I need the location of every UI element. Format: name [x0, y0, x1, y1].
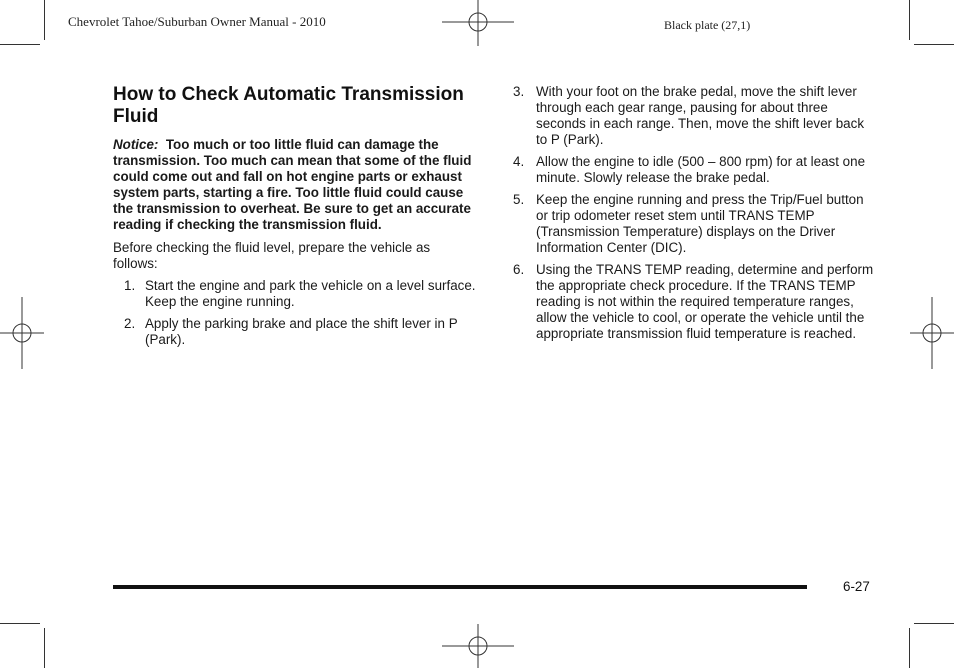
step-text: Apply the parking brake and place the shift lever in P (Park).: [145, 316, 458, 347]
list-item: [513, 192, 875, 256]
list-item: [513, 154, 875, 186]
crop-mark: [0, 44, 40, 45]
step-number: 5.: [513, 192, 525, 207]
footer-rule: [113, 585, 807, 589]
step-number: 6.: [513, 262, 525, 277]
crop-mark: [0, 623, 40, 624]
intro-paragraph: Before checking the fluid level, prepare the vehicle as follows:: [113, 240, 431, 271]
step-number: 2.: [124, 316, 136, 331]
page-number: 6-27: [843, 579, 870, 594]
steps-list-left: [113, 278, 478, 348]
list-item: [513, 262, 875, 342]
step-text: With your foot on the brake pedal, move the shift lever through each gear range, pausing for about three seconds in each range. Then, move the shift lever back to P (Park).: [536, 84, 865, 147]
plate-label: Black plate (27,1): [664, 18, 751, 32]
crop-mark: [909, 628, 910, 668]
registration-mark-left: [0, 297, 44, 369]
step-number: 1.: [124, 278, 136, 293]
notice-label: Notice:: [113, 137, 159, 152]
notice-paragraph: [113, 137, 478, 233]
step-number: 3.: [513, 84, 525, 99]
running-header: Chevrolet Tahoe/Suburban Owner Manual - 2010: [68, 14, 326, 29]
crop-mark: [44, 628, 45, 668]
step-text: Start the engine and park the vehicle on a level surface. Keep the engine running.: [145, 278, 476, 309]
section-title: How to Check Automatic Transmission Fluid: [113, 84, 464, 127]
notice-text: Too much or too little fluid can damage the transmission. Too much can mean that some of the fluid could come out and fall on hot engine parts or exhaust system parts, starting a fire. Too little fluid could cause the transmission to overheat. Be sure to get an accurate reading if checking the transmission fluid.: [113, 137, 472, 232]
right-column: [513, 84, 875, 348]
crop-mark: [909, 0, 910, 40]
step-text: Keep the engine running and press the Trip/Fuel button or trip odometer reset stem until TRANS TEMP (Transmission Temperature) displays on the Driver Information Center (DIC).: [536, 192, 864, 255]
steps-list-right: [513, 84, 875, 342]
registration-mark-top: [442, 0, 514, 46]
registration-mark-right: [910, 297, 954, 369]
crop-mark: [914, 44, 954, 45]
list-item: [113, 278, 478, 310]
step-text: Allow the engine to idle (500 – 800 rpm) for at least one minute. Slowly release the brake pedal.: [536, 154, 866, 185]
left-column: [113, 84, 478, 354]
list-item: [113, 316, 478, 348]
registration-mark-bottom: [442, 624, 514, 668]
step-text: Using the TRANS TEMP reading, determine and perform the appropriate check procedure. If the TRANS TEMP reading is not within the required temperature ranges, allow the vehicle to cool, or operate the vehicle until the appropriate transmission fluid temperature is reached.: [536, 262, 874, 341]
crop-mark: [914, 623, 954, 624]
list-item: [513, 84, 875, 148]
crop-mark: [44, 0, 45, 40]
step-number: 4.: [513, 154, 525, 169]
